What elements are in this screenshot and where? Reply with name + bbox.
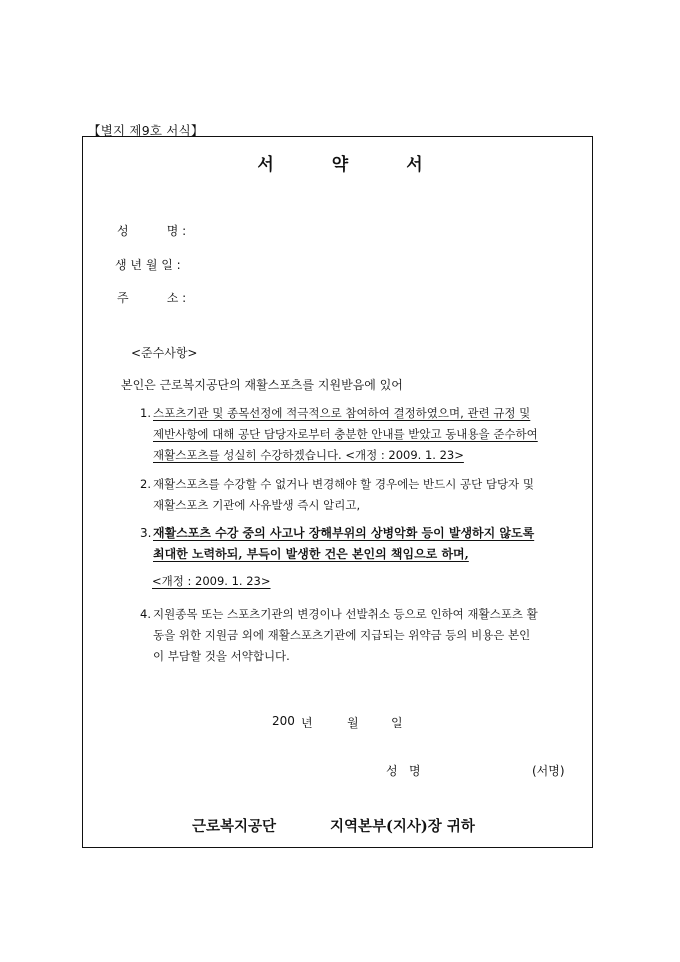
item-line: 제반사항에 대해 공단 담당자로부터 충분한 안내를 받았고 동내용을 준수하여: [153, 427, 538, 441]
item-number: 4.: [140, 607, 151, 621]
pledge-item-2: [140, 474, 570, 516]
item-line: 재활스포츠 기관에 사유발생 즉시 알리고,: [153, 498, 361, 512]
signature-mark: (서명): [532, 764, 565, 778]
item-line: 최대한 노력하되, 부득이 발생한 건은 본인의 책임으로 하며,: [153, 547, 469, 561]
title-char-2: 약: [331, 155, 349, 175]
form-label: 【별지 제9호 서식】: [88, 123, 204, 138]
amendment-note: <개정 : 2009. 1. 23>: [152, 574, 271, 588]
birth-field: 생 년 월 일 :: [115, 258, 181, 272]
document-title: [0, 150, 680, 175]
section-title: <준수사항>: [131, 346, 198, 360]
pledge-item-3: [140, 523, 570, 565]
item-line: 지원종목 또는 스포츠기관의 변경이나 선발취소 등으로 인하여 재활스포츠 활: [153, 607, 538, 621]
address-field: 주 소 :: [117, 291, 187, 305]
signature-label: 성 명: [386, 764, 421, 778]
item-line: 스포츠기관 및 종목선정에 적극적으로 참여하여 결정하였으며, 관련 규정 및: [153, 406, 531, 420]
item-number: 3.: [140, 526, 152, 540]
title-char-3: 서: [406, 155, 423, 175]
pledge-item-1: [140, 403, 570, 466]
item-line: 이 부담할 것을 서약합니다.: [153, 649, 290, 663]
pledge-item-4: [140, 604, 570, 667]
footer-recipient: 지역본부(지사)장 귀하: [330, 818, 475, 835]
date-year: 200: [272, 714, 295, 728]
title-char-1: 서: [257, 155, 274, 175]
item-line: 재활스포츠를 수강할 수 없거나 변경해야 할 경우에는 반드시 공단 담당자 및: [153, 477, 534, 491]
footer-org: 근로복지공단: [192, 818, 277, 835]
date-year-unit: 년: [301, 716, 313, 730]
item-number: 1.: [140, 406, 151, 420]
date-day-unit: 일: [391, 716, 403, 730]
intro-text: 본인은 근로복지공단의 재활스포츠를 지원받음에 있어: [121, 378, 403, 392]
item-line: 재활스포츠를 성실히 수강하겠습니다. <개정 : 2009. 1. 23>: [153, 448, 464, 462]
date-month-unit: 월: [347, 716, 359, 730]
name-field: 성 명 :: [117, 224, 187, 238]
item-line: 동을 위한 지원금 외에 재활스포츠기관에 지급되는 위약금 등의 비용은 본인: [153, 628, 531, 642]
item-number: 2.: [140, 477, 151, 491]
item-line: 재활스포츠 수강 중의 사고나 장해부위의 상병악화 등이 발생하지 않도록: [153, 526, 535, 540]
